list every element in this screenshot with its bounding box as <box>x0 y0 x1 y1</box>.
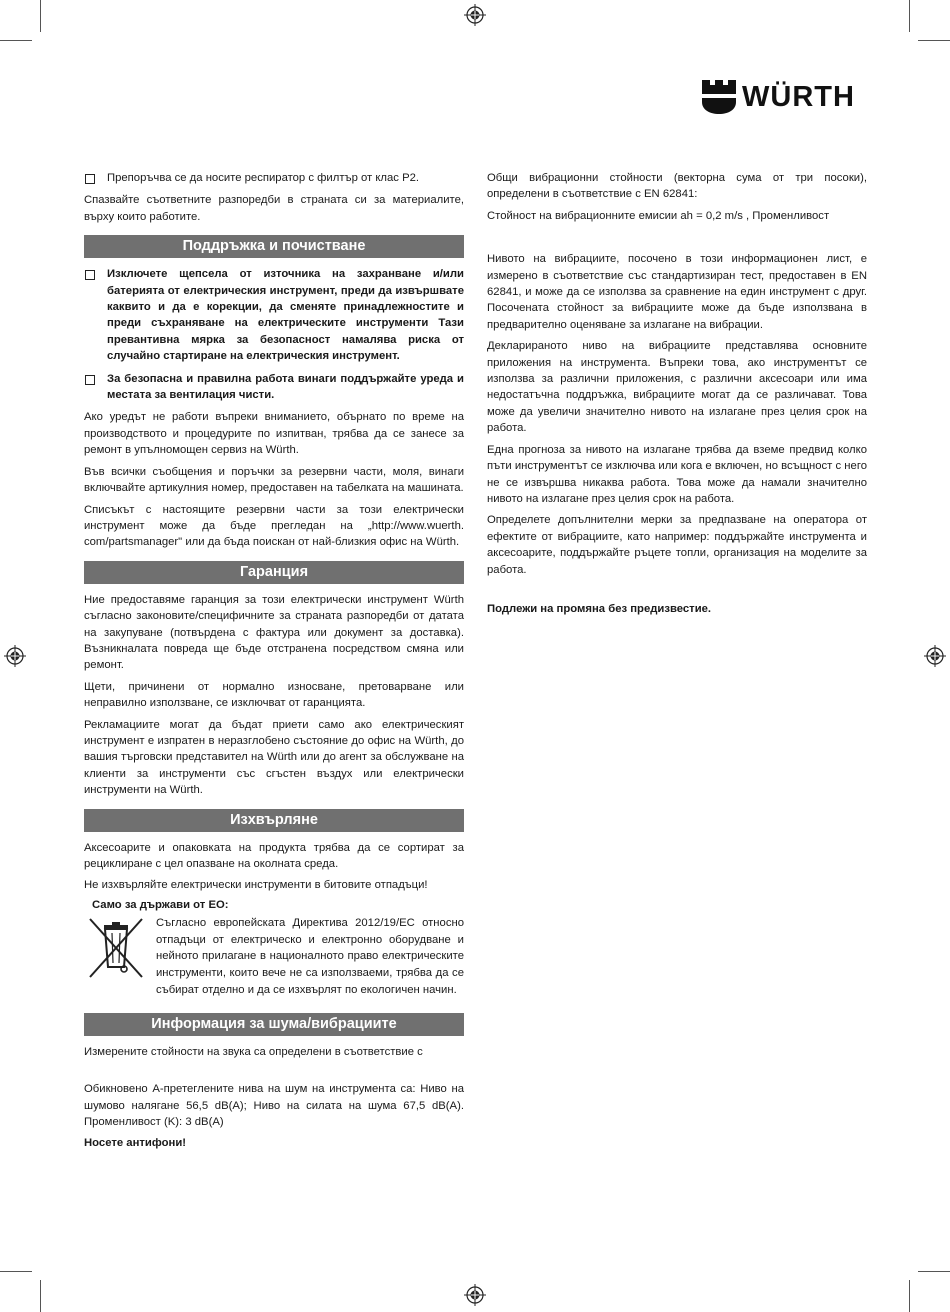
maintenance-heading: Поддръжка и почистване <box>84 235 464 258</box>
vibration-emission-value: Стойност на вибрационните емисии ah = 0,2 m/s , Променливост <box>487 209 830 222</box>
vibration-paragraph-5: Една прогноза за нивото на излагане трябва да вземе предвид колко пъти инструментът се изключва или кога е включен, но всъщност с него не се извършва никаква работа. Това може да намали значително нивото на излагане през целия срок на работа. <box>487 443 867 505</box>
vibration-paragraph-3: Нивото на вибрациите, посочено в този информационен лист, е измерено в съответствие със стандартизиран тест, предоставен в EN 62841, и може да се използва за сравнение на един инструмент с друг. Посочената стойност за вибрациите може да бъде използвана в предварително оценяване за излагане на вибрации. <box>487 253 867 331</box>
weee-block <box>84 915 464 999</box>
disposal-paragraph-2: Не изхвърляйте електрически инструменти в битовите отпадъци! <box>84 879 428 892</box>
warranty-paragraph-3: Рекламациите могат да бъдат приети само ако електрическият инструмент е изпратен в неразглобено състояние до офис на Würth, до вашия търговски представител на Würth или до агент за обслужване на клиенти за инструменти със сгъстен въздух или електрически инструменти на Würth. <box>84 718 464 797</box>
crop-mark-top-left <box>0 40 32 41</box>
crop-mark-bottom-left <box>0 1271 32 1272</box>
crop-mark-bottom-left-vertical <box>40 1280 41 1312</box>
respirator-bullet: Препоръчва се да носите респиратор с филтър от клас Р2. <box>84 170 464 186</box>
bullet-box-icon <box>85 375 95 385</box>
unplug-warning-bullet: Изключете щепсела от източника на захранване и/или батерията от електрическия инструмент, преди да извършвате каквито и да е корекции, да сменяте принадлежностите и преди съхраняване на електрическите инструменти Тази превантивна мярка за безопасност намалява риска от случайно стартиране на електрическия инструмент. <box>84 266 464 364</box>
repair-paragraph: Ако уредът не работи въпреки вниманието, обърнато по време на производството и процедурите по изпитван, трябва да се занесе за ремонт в упълномощен сервиз на Würth. <box>84 411 464 457</box>
subject-to-change-notice: Подлежи на промяна без предизвестие. <box>487 602 712 615</box>
bullet-box-icon <box>85 270 95 280</box>
noise-paragraph-1: Измерените стойности на звука са определени в съответствие с <box>84 1045 423 1058</box>
ear-protection-warning: Носете антифони! <box>84 1137 187 1150</box>
registration-mark-bottom-icon <box>464 1284 486 1306</box>
warranty-heading: Гаранция <box>84 561 464 584</box>
bullet-box-icon <box>85 174 95 184</box>
spare-parts-paragraph: Във всички съобщения и поръчки за резервни части, моля, винаги включвайте артикулния номер, предоставен на табелката на машината. <box>84 465 464 495</box>
warranty-paragraph-2: Щети, причинени от нормално износване, претоварване или неправилно използване, се изключват от гаранцията. <box>84 680 464 710</box>
noise-heading: Информация за шума/вибрациите <box>84 1013 464 1036</box>
registration-mark-right-icon <box>924 645 946 667</box>
crop-mark-top-left-vertical <box>40 0 41 32</box>
wurth-emblem-icon <box>702 80 736 114</box>
warranty-paragraph-1: Ние предоставяме гаранция за този електрически инструмент Würth съгласно законовите/специфичните за страната разпоредби от датата на закупуване (потвърдена с фактура или документ за доставка). Възникналата повреда ще бъде отстранена посредством смяна или ремонт. <box>84 593 464 672</box>
vibration-paragraph-4: Декларираното ниво на вибрациите представлява основните приложения на инструмента. Въпреки това, ако инструментът се използва за различни приложения, с различни аксесоари или има недостатъчна поддръжка, вибрациите могат да се различават. Това може да увеличи значително нивото на излагане през целия срок на работа. <box>487 340 867 435</box>
registration-mark-left-icon <box>4 645 26 667</box>
eu-only-title: Само за държави от ЕО: <box>92 898 229 911</box>
crop-mark-top-right-vertical <box>909 0 910 32</box>
disposal-paragraph-1: Аксесоарите и опаковката на продукта трябва да се сортират за рециклиране с цел опазване на околната среда. <box>84 841 464 870</box>
right-column <box>487 170 867 622</box>
left-column <box>84 170 464 1157</box>
wurth-logo <box>702 80 868 116</box>
crop-mark-top-right <box>918 40 950 41</box>
crop-mark-bottom-right <box>918 1271 950 1272</box>
registration-mark-top-icon <box>464 4 486 26</box>
vibration-paragraph-1: Общи вибрационни стойности (векторна сума от три посоки), определени в съответствие с EN 62841: <box>487 172 867 201</box>
vibration-paragraph-6: Определете допълнителни мерки за предпазване на оператора от ефектите от вибрациите, като например: поддържайте инструмента и аксесоарите, поддържайте ръцете топли, организация на моделите за работа. <box>487 514 867 576</box>
noise-paragraph-2: Обикновено А-претеглените нива на шум на инструмента са: Ниво на шумово налягане 56,5 dB(A); Ниво на силата на шума 67,5 dB(A). Променливост (K): 3 dB(A) <box>84 1083 464 1129</box>
weee-directive-text: Съгласно европейската Директива 2012/19/EC относно отпадъци от електрическо и електронно оборудване и нейното прилагане в националното право електрическите инструменти, които вече не са използваеми, трябва да се събират отделно и да се изхвърлят по екологичен начин. <box>156 916 464 996</box>
keep-clean-bullet: За безопасна и правилна работа винаги поддържайте уреда и местата за вентилация чисти. <box>84 371 464 404</box>
crossed-out-bin-icon <box>86 917 146 981</box>
crop-mark-bottom-right-vertical <box>909 1280 910 1312</box>
wurth-wordmark: WÜRTH <box>742 81 855 113</box>
disposal-heading: Изхвърляне <box>84 809 464 832</box>
materials-regulations-paragraph: Спазвайте съответните разпоредби в страната си за материалите, върху които работите. <box>84 194 464 223</box>
parts-list-paragraph: Списъкът с настоящите резервни части за този електрически инструмент може да бъде прегледан на „http://www.wuerth. com/partsmanager" или да бъда поискан от най-близкия офис на Würth. <box>84 503 464 549</box>
